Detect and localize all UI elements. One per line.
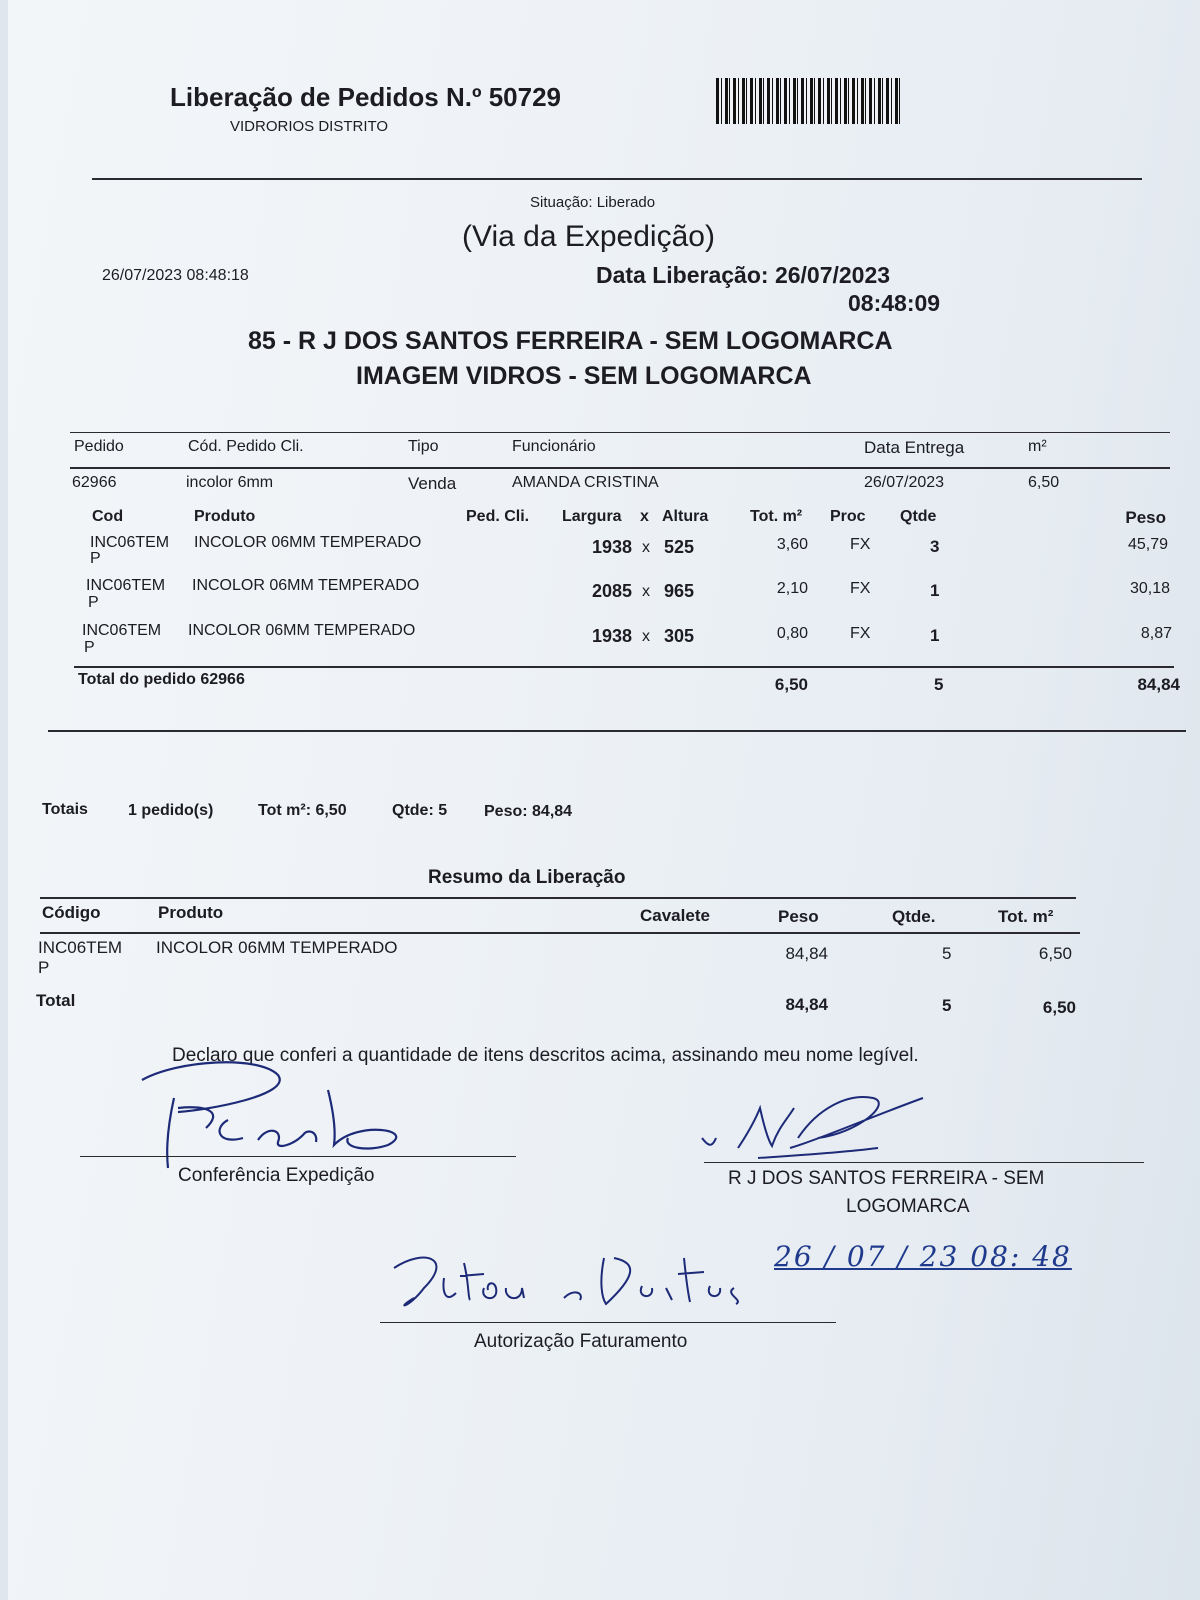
copy-type: (Via da Expedição) (462, 220, 715, 253)
col-header-cod: Cod (92, 508, 124, 525)
order-client-code: incolor 6mm (186, 474, 274, 491)
signature-bottom (384, 1238, 764, 1328)
order-employee: AMANDA CRISTINA (512, 474, 659, 491)
summary-header-tot-m2: Tot. m² (998, 907, 1054, 926)
summary-qtde: 5 (942, 944, 952, 963)
item-peso: 8,87 (1140, 625, 1172, 642)
col-header-qtde: Qtde (900, 508, 937, 525)
item-x: x (642, 628, 650, 645)
col-header-funcionario: Funcionário (512, 438, 596, 455)
order-total-m2: 6,50 (774, 675, 808, 694)
signature-line (380, 1322, 836, 1323)
item-altura: 965 (664, 581, 695, 601)
col-header-tipo: Tipo (408, 438, 439, 455)
item-x: x (642, 539, 650, 556)
signature-left (118, 1050, 458, 1180)
document-page (8, 0, 1200, 1600)
signature-right (698, 1078, 938, 1168)
item-altura: 525 (664, 537, 695, 557)
col-header-tot-m2: Tot. m² (750, 508, 803, 525)
col-header-m2: m² (1028, 438, 1047, 455)
item-tot-m2: 2,10 (776, 580, 808, 597)
item-produto: INCOLOR 06MM TEMPERADO (188, 622, 416, 639)
divider (70, 432, 1170, 433)
item-produto: INCOLOR 06MM TEMPERADO (192, 577, 420, 594)
order-total-peso: 84,84 (1137, 675, 1180, 694)
item-cod-cont: P (88, 594, 99, 611)
summary-codigo: INC06TEM (38, 938, 123, 957)
col-header-largura: Largura (562, 508, 622, 525)
col-header-produto: Produto (194, 508, 256, 525)
item-tot-m2: 3,60 (776, 536, 808, 553)
summary-total-peso: 84,84 (785, 995, 828, 1014)
summary-peso: 84,84 (785, 944, 828, 963)
col-header-x: x (640, 508, 649, 525)
item-largura: 1938 (591, 537, 632, 557)
order-number: 62966 (72, 474, 117, 491)
summary-header-cavalete: Cavalete (640, 906, 710, 925)
document-title: Liberação de Pedidos N.º 50729 (170, 82, 561, 112)
summary-header-codigo: Código (42, 903, 101, 922)
item-cod: INC06TEM (82, 622, 162, 639)
item-largura: 1938 (591, 626, 632, 646)
print-timestamp: 26/07/2023 08:48:18 (102, 267, 249, 284)
totals-m2: Tot m²: 6,50 (258, 802, 347, 819)
company-name: VIDRORIOS DISTRITO (230, 118, 389, 135)
release-date: Data Liberação: 26/07/2023 (596, 262, 891, 288)
col-header-cod-cli: Cód. Pedido Cli. (188, 438, 304, 455)
summary-title: Resumo da Liberação (428, 867, 626, 888)
item-qtde: 3 (930, 537, 940, 556)
divider (40, 897, 1076, 899)
summary-tot-m2: 6,50 (1038, 944, 1072, 963)
item-cod: INC06TEM (86, 577, 166, 594)
item-cod: INC06TEM (90, 534, 170, 551)
item-altura: 305 (664, 626, 695, 646)
totals-label: Totais (42, 801, 88, 818)
divider (70, 467, 1170, 469)
item-proc: FX (850, 625, 871, 642)
divider (40, 932, 1080, 934)
item-qtde: 1 (930, 626, 940, 645)
item-tot-m2: 0,80 (776, 625, 808, 642)
divider (92, 178, 1142, 180)
item-proc: FX (850, 536, 871, 553)
totals-qtde: Qtde: 5 (392, 802, 448, 819)
handwritten-date: 26 / 07 / 23 08: 48 (774, 1240, 1072, 1273)
declaration-text: Declaro que conferi a quantidade de itens descritos acima, assinando meu nome legível. (172, 1045, 919, 1066)
order-delivery-date: 26/07/2023 (864, 474, 945, 491)
item-cod-cont: P (90, 550, 101, 567)
item-largura: 2085 (591, 581, 632, 601)
col-header-altura: Altura (662, 508, 709, 525)
item-produto: INCOLOR 06MM TEMPERADO (194, 534, 422, 551)
client-name: 85 - R J DOS SANTOS FERREIRA - SEM LOGOMARCA (248, 327, 893, 355)
summary-header-peso: Peso (778, 907, 819, 926)
summary-header-qtde: Qtde. (892, 907, 936, 926)
totals-peso: Peso: 84,84 (484, 803, 573, 820)
item-qtde: 1 (930, 581, 940, 600)
item-peso: 30,18 (1129, 580, 1170, 597)
signature-line (80, 1156, 516, 1157)
signature-label-faturamento: Autorização Faturamento (474, 1331, 688, 1352)
col-header-data-entrega: Data Entrega (864, 438, 965, 457)
status-text: Situação: Liberado (530, 194, 656, 211)
order-type: Venda (408, 474, 457, 493)
release-time: 08:48:09 (848, 290, 941, 316)
item-x: x (642, 583, 650, 600)
summary-total-label: Total (36, 991, 76, 1010)
totals-orders: 1 pedido(s) (128, 802, 214, 819)
client-subtitle: IMAGEM VIDROS - SEM LOGOMARCA (356, 362, 812, 390)
order-total-label: Total do pedido 62966 (78, 671, 245, 688)
item-peso: 45,79 (1127, 536, 1168, 553)
col-header-proc: Proc (830, 508, 866, 525)
divider (48, 730, 1186, 732)
signature-label-expedicao: Conferência Expedição (178, 1165, 375, 1186)
summary-total-tot-m2: 6,50 (1042, 998, 1076, 1017)
summary-produto: INCOLOR 06MM TEMPERADO (156, 938, 398, 957)
summary-header-produto: Produto (158, 903, 224, 922)
divider (74, 666, 1174, 668)
col-header-pedido: Pedido (74, 438, 124, 455)
signature-label-client-1: R J DOS SANTOS FERREIRA - SEM (728, 1168, 1045, 1189)
summary-codigo-cont: P (38, 958, 50, 977)
signature-line (704, 1162, 1144, 1163)
order-m2: 6,50 (1028, 474, 1060, 491)
item-cod-cont: P (84, 639, 95, 656)
summary-total-qtde: 5 (942, 996, 952, 1015)
col-header-ped-cli: Ped. Cli. (466, 508, 530, 525)
col-header-peso: Peso (1125, 508, 1166, 527)
signature-label-client-2: LOGOMARCA (846, 1196, 970, 1217)
item-proc: FX (850, 580, 871, 597)
barcode (716, 78, 900, 124)
order-total-qtde: 5 (934, 675, 944, 694)
